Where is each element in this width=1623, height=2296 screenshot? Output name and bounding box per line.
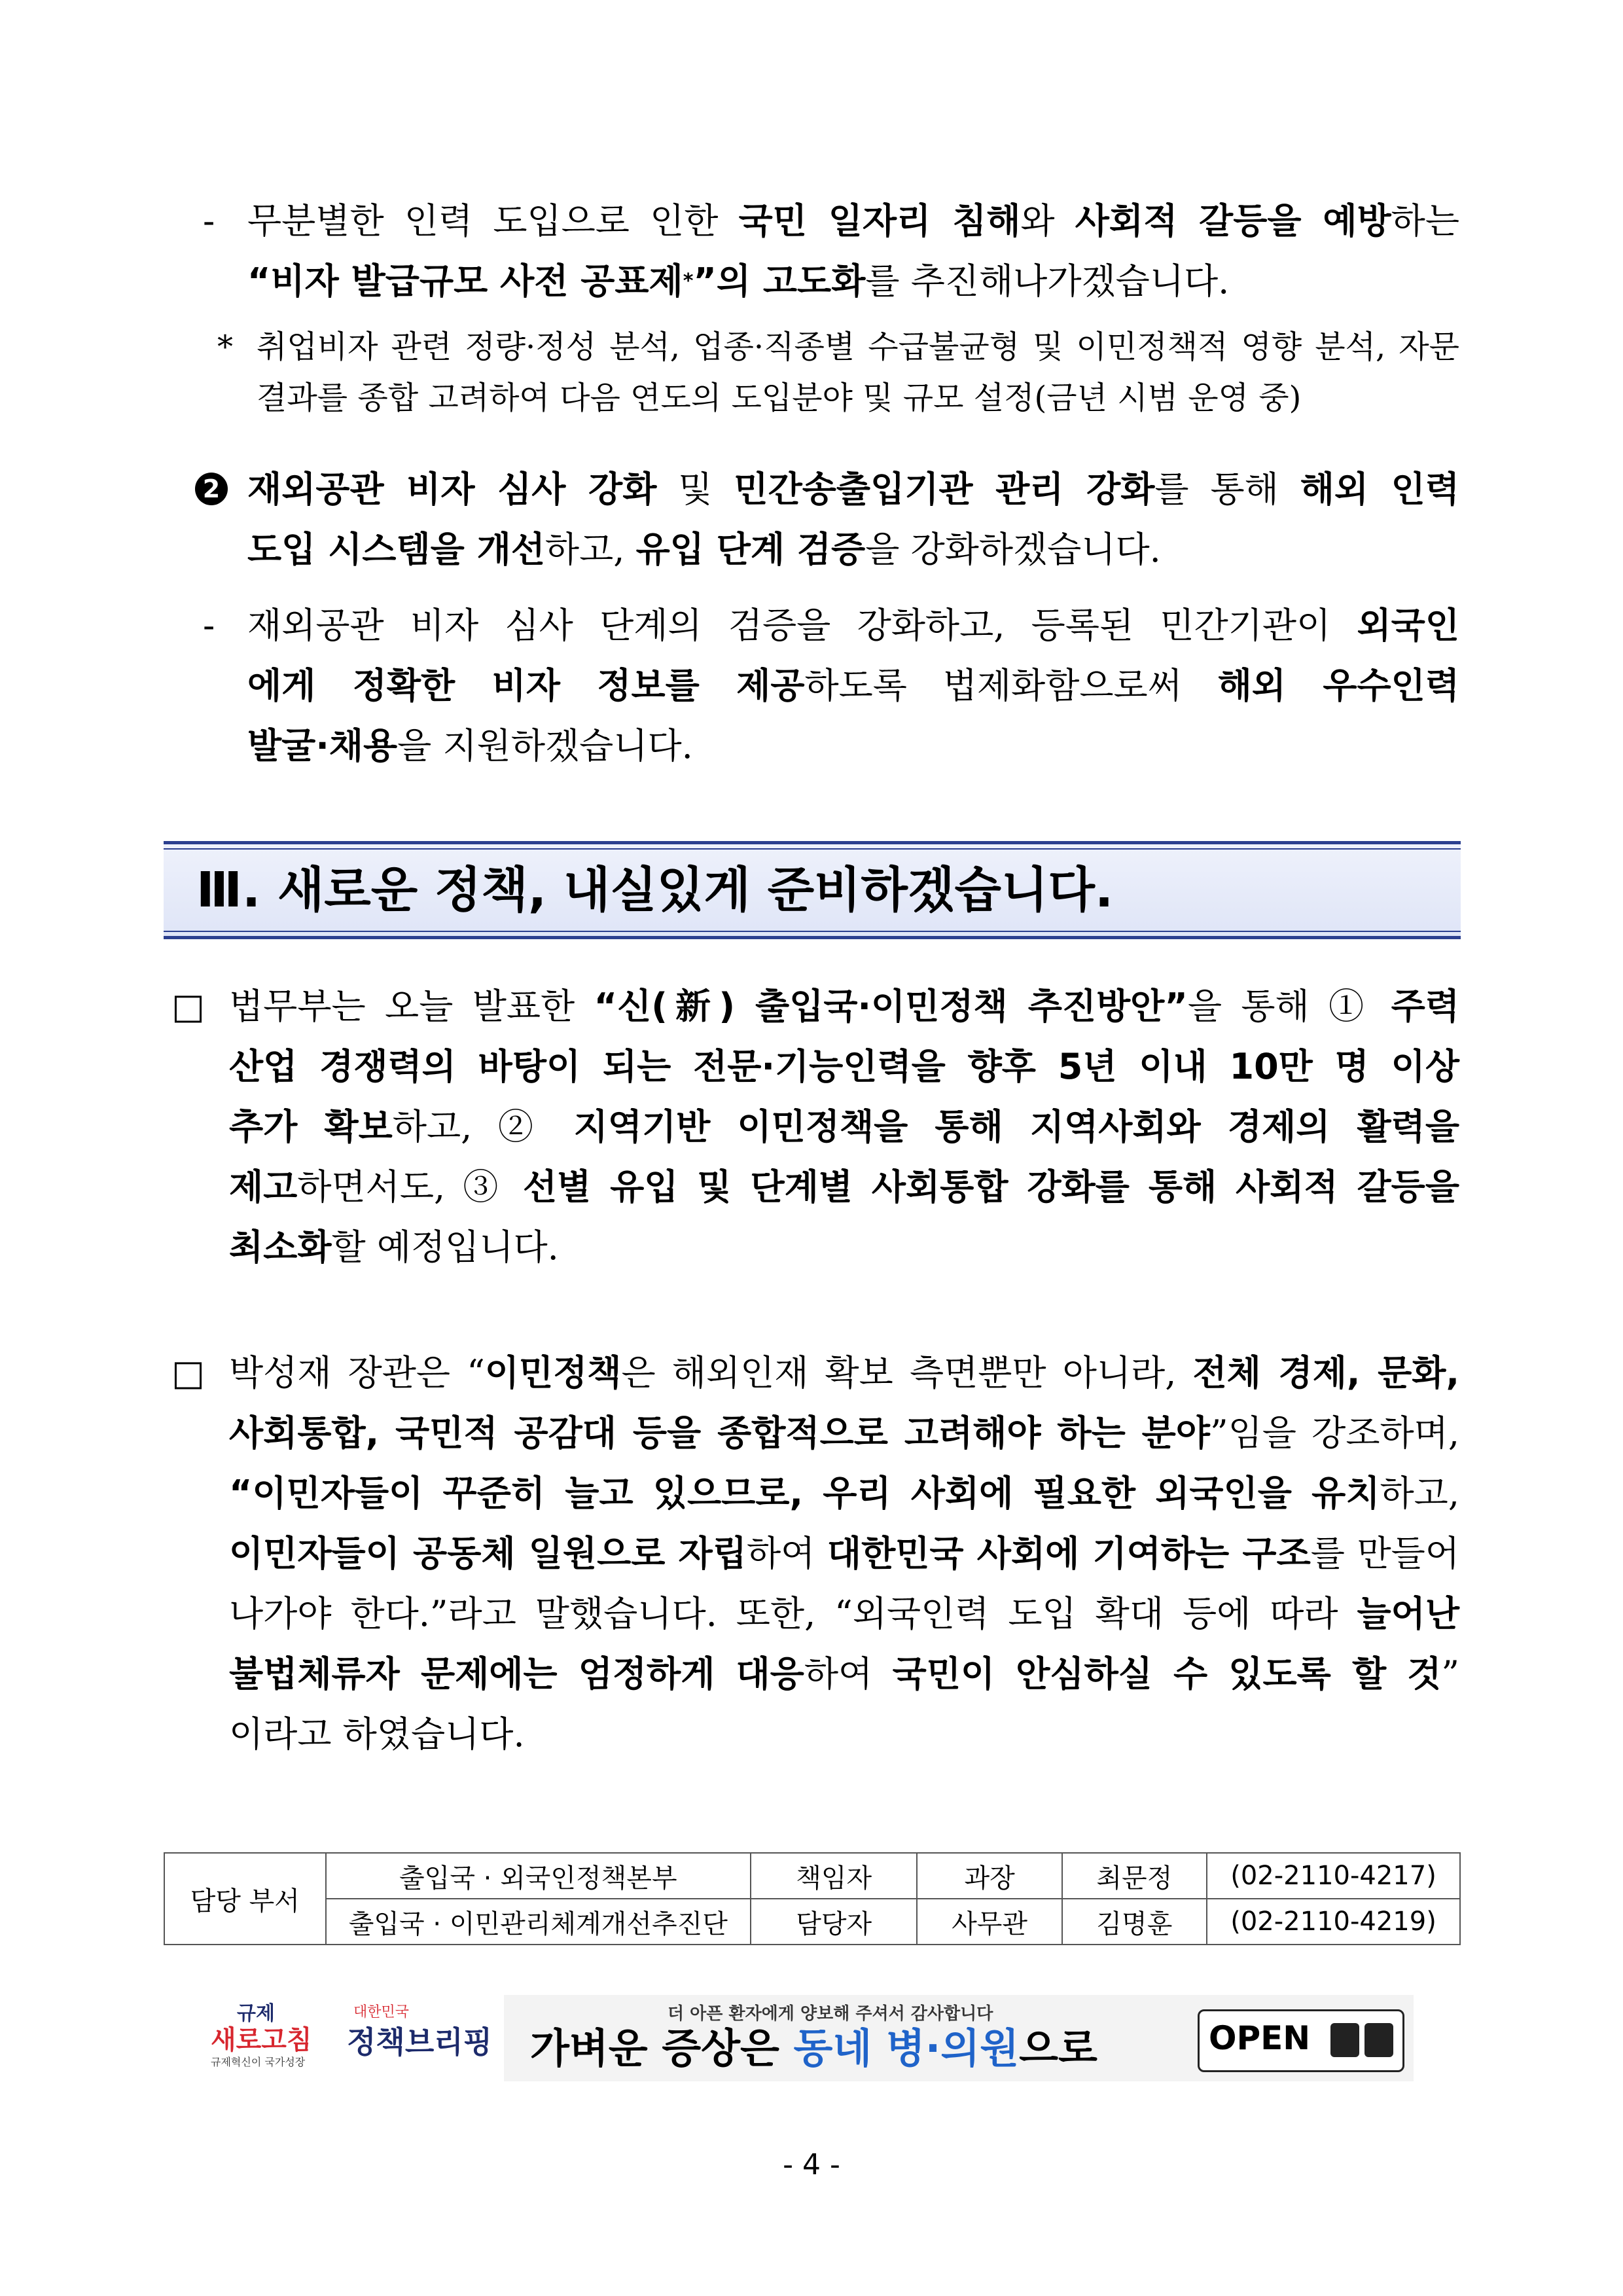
checkbox-marker: □: [171, 986, 205, 1027]
para3-line5: 최소화할 예정입니다.: [229, 1227, 559, 1268]
para3-line4: 제고하면서도, ③ 선별 유입 및 단계별 사회통합 강화를 통해 사회적 갈등을: [229, 1166, 1460, 1208]
item2-line1: 재외공관 비자 심사 강화 및 민간송출입기관 관리 강화를 통해 해외 인력: [247, 469, 1459, 510]
para1-line1: 무분별한 인력 도입으로 인한 국민 일자리 침해와 사회적 갈등을 예방하는: [247, 200, 1459, 242]
dash-marker-2: -: [203, 605, 215, 646]
role-cell: 담당자: [751, 1899, 917, 1945]
dept-cell: 출입국 · 외국인정책본부: [326, 1853, 751, 1899]
policy-briefing-logo: 대한민국 정책브리핑: [347, 2004, 493, 2060]
para4-line3: “이민자들이 꾸준히 늘고 있으므로, 우리 사회에 필요한 외국인을 유치하고,: [229, 1473, 1459, 1514]
title-cell: 사무관: [917, 1899, 1061, 1945]
para4-line5: 나가야 한다.”라고 말했습니다. 또한, “외국인력 도입 확대 등에 따라 늘어난: [229, 1593, 1459, 1634]
para3-line3: 추가 확보하고, ② 지역기반 이민정책을 통해 지역사회와 경제의 활력을: [229, 1106, 1459, 1147]
clinic-banner: [504, 1995, 1414, 2081]
checkbox-marker-2: □: [171, 1352, 205, 1393]
page-number: - 4 -: [783, 2148, 840, 2181]
banner-main-text: 가벼운 증상은 동네 병·의원으로: [530, 2024, 1097, 2072]
para3-line1: 법무부는 오늘 발표한 “신(新) 출입국·이민정책 추진방안”을 통해 ① 주력: [229, 986, 1459, 1027]
phone-cell: (02-2110-4219): [1207, 1899, 1460, 1945]
para4-line6: 불법체류자 문제에는 엄정하게 대응하여 국민이 안심하실 수 있도록 할 것”: [229, 1653, 1460, 1695]
para4-line1: 박성재 장관은 “이민정책은 해외인재 확보 측면뿐만 아니라, 전체 경제, 문화,: [229, 1352, 1459, 1393]
note1-line2: 결과를 종합 고려하여 다음 연도의 도입분야 및 규모 설정(금년 시범 운영 중): [257, 380, 1302, 416]
table-row: [164, 1853, 1460, 1899]
phone-cell: (02-2110-4217): [1207, 1853, 1460, 1899]
section-title: Ⅲ. 새로운 정책, 내실있게 준비하겠습니다.: [196, 862, 1114, 918]
open-badge: OPEN: [1198, 2009, 1404, 2072]
doctor-icon: [1330, 2023, 1359, 2057]
role-cell: 책임자: [751, 1853, 917, 1899]
para2-line2: 에게 정확한 비자 정보를 제공하도록 법제화함으로써 해외 우수인력: [247, 665, 1459, 706]
title-cell: 과장: [917, 1853, 1061, 1899]
para3-line2: 산업 경쟁력의 바탕이 되는 전문·기능인력을 향후 5년 이내 10만 명 이상: [229, 1046, 1459, 1087]
note1-line1: 취업비자 관련 정량·정성 분석, 업종·직종별 수급불균형 및 이민정책적 영향 분석, 자문: [257, 329, 1459, 365]
para4-line7: 이라고 하였습니다.: [229, 1713, 525, 1755]
para4-line4: 이민자들이 공동체 일원으로 자립하여 대한민국 사회에 기여하는 구조를 만들어: [229, 1533, 1460, 1574]
banner-small-text: 더 아픈 환자에게 양보해 주셔서 감사합니다: [668, 2004, 993, 2024]
dash-marker: -: [203, 200, 215, 242]
dept-cell: 출입국 · 이민관리체계개선추진단: [326, 1899, 751, 1945]
contact-table: [164, 1852, 1461, 1945]
footnote-star: *: [217, 329, 233, 365]
section-header: [164, 841, 1461, 939]
name-cell: 김명훈: [1062, 1899, 1207, 1945]
name-cell: 최문정: [1062, 1853, 1207, 1899]
para2-line1: 재외공관 비자 심사 단계의 검증을 강화하고, 등록된 민간기관이 외국인: [247, 605, 1459, 646]
para1-line2: “비자 발급규모 사전 공표제*”의 고도화를 추진해나가겠습니다.: [247, 260, 1230, 302]
dept-label: 담당 부서: [164, 1853, 326, 1945]
para2-line3: 발굴·채용을 지원하겠습니다.: [247, 725, 693, 766]
pharmacy-icon: [1364, 2023, 1393, 2057]
numbered-marker-2: 2: [195, 473, 228, 505]
item2-line2: 도입 시스템을 개선하고, 유입 단계 검증을 강화하겠습니다.: [247, 529, 1161, 570]
regulation-refresh-logo: 규제 새로고침 규제혁신이 국가성장: [211, 2002, 312, 2068]
para4-line2: 사회통합, 국민적 공감대 등을 종합적으로 고려해야 하는 분야”임을 강조하며,: [229, 1412, 1459, 1454]
table-row: [164, 1899, 1460, 1945]
